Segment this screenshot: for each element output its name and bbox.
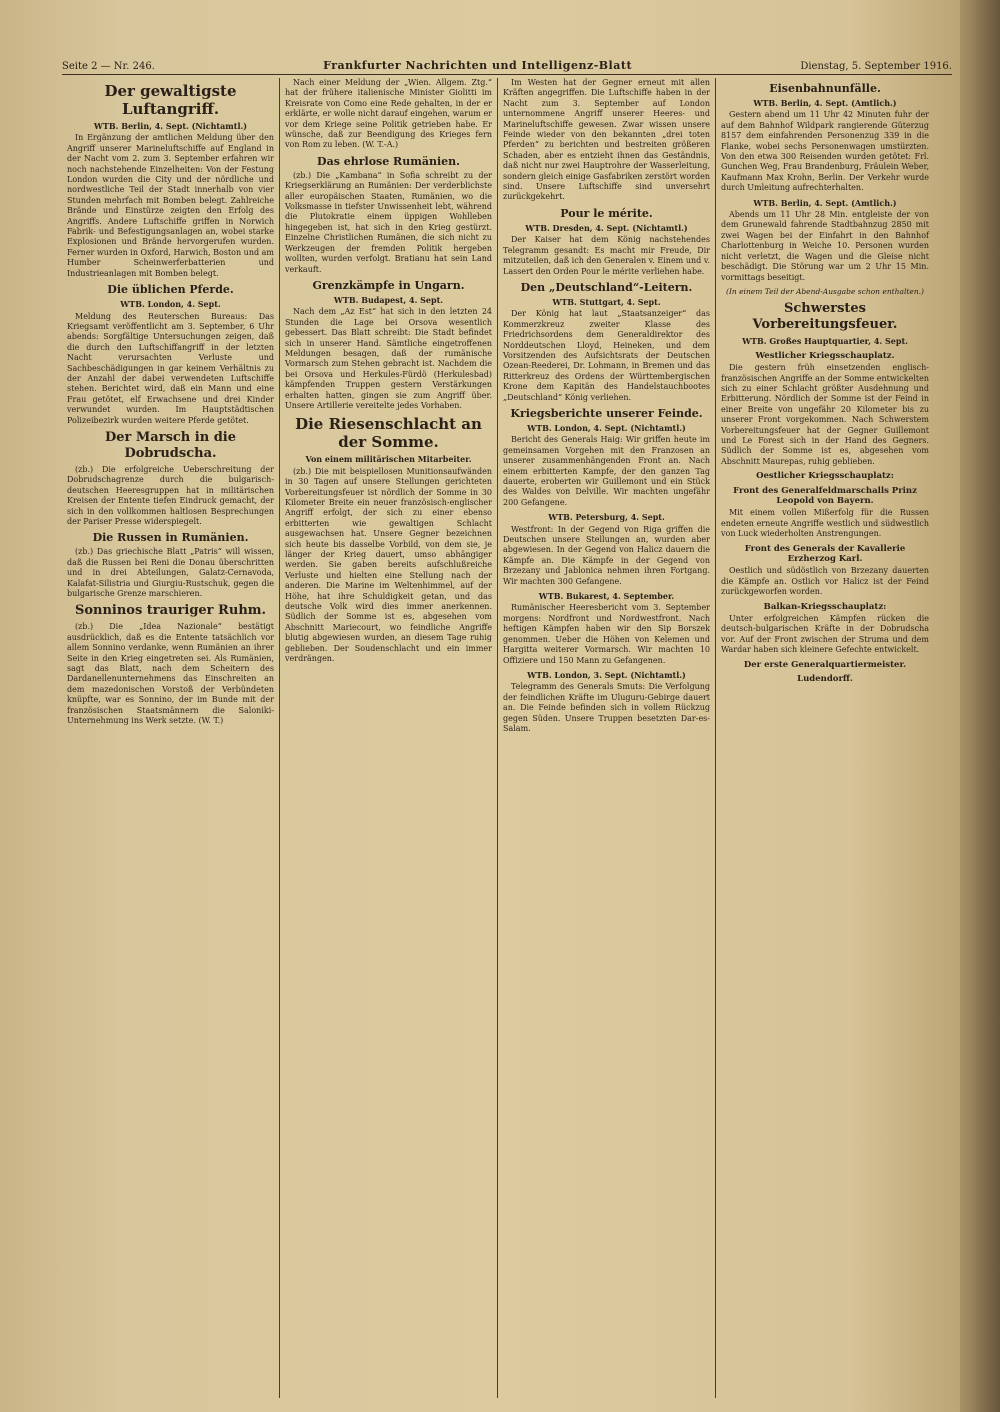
article-body: Der Kaiser hat dem König nachstehendes Telegramm gesandt: Es macht mir Freude, Dir mitzuteilen, daß ich den Generalen v. Einem und v. Lassert den Orden Pour le mérite verliehen habe.	[503, 235, 710, 276]
article-title: Pour le mérite.	[560, 206, 653, 220]
page-number: Seite 2 — Nr. 246.	[62, 61, 155, 72]
article-title: Die Riesenschlacht an der Somme.	[295, 415, 482, 452]
article-dateline: WTB. Budapest, 4. Sept.	[333, 294, 444, 305]
article-body: Rumänischer Heeresbericht vom 3. September morgens: Nordfront und Nordwestfront. Nach heftigen Kämpfen haben wir den Sip Borszek genommen. Ueber die Höhen von Kelemen und Hargitta weiterer Vormarsch. Wir machten 10 Offiziere und 150 Mann zu Gefangenen.	[503, 603, 710, 665]
article-body: Meldung des Reuterschen Bureaus: Das Kriegsamt veröffentlicht am 3. September, 6 Uhr abends: Sorgfältige Untersuchungen zeigen, daß die durch den Luftschiffangriff in der letzten Nacht verursachten Verluste und Sachbeschädigungen in gar keinem Verhältnis zu der Anzahl der dabei verwendeten Luftschiffe stehen. Berichtet wird, daß ein Mann und eine Frau getötet, elf Erwachsene und drei Kinder verwundet wurden. Im Hauptstädtischen Polizeibezirk wurden weitere Pferde getötet.	[67, 311, 274, 425]
article-body: (zb.) Die erfolgreiche Ueberschreitung der Dobrudschagrenze durch die bulgarisch-deutschen Heeresgruppen hat in militärischen Kreisen der Entente tiefen Eindruck gemacht, der sich in den vollkommen haltlosen Besprechungen der Pariser Presse widerspiegelt.	[67, 464, 274, 526]
section-subheading: Front des Generalfeldmarschalls Prinz Leopold von Bayern.	[733, 485, 917, 506]
article-title: Die üblichen Pferde.	[107, 283, 234, 297]
masthead	[62, 50, 952, 75]
article-body: Unter erfolgreichen Kämpfen rücken die deutsch-bulgarischen Kräfte in der Dobrudscha vor. Auf der Front zwischen der Struma und dem Wardar haben sich kleinere Gefechte entwickelt.	[721, 614, 929, 655]
article-dateline: WTB. Berlin, 4. Sept. (Amtlich.)	[753, 197, 897, 208]
article-body: Mit einem vollen Mißerfolg für die Russen endeten erneute Angriffe westlich und südwestlich von Luck wiederholten Anstrengungen.	[721, 508, 929, 539]
signature-name: Ludendorff.	[797, 674, 853, 685]
page-edge-shadow	[960, 0, 1000, 1412]
article-dateline: WTB. London, 4. Sept. (Nichtamtl.)	[527, 422, 686, 433]
column-3	[498, 78, 716, 1398]
article-body: (zb.) Das griechische Blatt „Patris“ will wissen, daß die Russen bei Reni die Donau überschritten und in drei Abteilungen, Galatz-Cernavoda, Kalafat-Silistria und Giurgiu-Rustschuk, gegen die bulgarische Grenze marschieren.	[67, 547, 274, 599]
article-title: Schwerstes Vorbereitungsfeuer.	[752, 301, 898, 333]
article-dateline: Von einem militärischen Mitarbeiter.	[305, 454, 472, 465]
article-dateline: WTB. Petersburg, 4. Sept.	[548, 512, 665, 523]
article-body: (zb.) Die mit beispiellosen Munitionsaufwänden in 30 Tagen auf unsere Stellungen gerichteten Vorbereitungsfeuer ist nördlich der Somme in 30 Kilometer Breite ein neuer französisch-englischer Angriff erfolgt, der sich zu einer ebenso erbitterten wie gewaltigen Schlacht ausgewachsen hat. Unsere Gegner bezeichnen sich heute bis dasselbe Vorbild, von dem sie, je länger der Krieg dauert, umso abhängiger werden. Sie gaben bereits aufschlußreiche Verluste und hielten eine Stellung nach der anderen. Die Marine im Weltenhimmel, auf der Höhe, hat ihre Schuldigkeit getan, und das deutsche Volk wird dies immer anerkennen. Südlich der Somme ist es, abgesehen vom Abschnitt Mariecourt, wo feindliche Angriffe blutig abgewiesen wurden, an diesem Tage ruhig geblieben. Der Soudenschlacht und ein immer verdrängen.	[285, 466, 492, 664]
section-subheading: Oestlicher Kriegsschauplatz:	[756, 471, 894, 482]
article-dateline: WTB. Großes Hauptquartier, 4. Sept.	[742, 336, 908, 347]
article-dateline: WTB. Bukarest, 4. September.	[538, 591, 675, 602]
article-title: Die Russen in Rumänien.	[92, 531, 249, 545]
article-body: Westfront: In der Gegend von Riga griffen die Deutschen unsere Stellungen an, wurden aber abgewiesen. In der Gegend von Halicz dauern die Kämpfe an. Die Kämpfe in der Gegend von Brzezany und Jablonica nehmen ihren Fortgang. Wir machten 300 Gefangene.	[503, 524, 710, 586]
article-body: Bericht des Generals Haig: Wir griffen heute im gemeinsamen Vorgehen mit den Franzosen an unserer zusammenhängenden Front an. Nach einem erbitterten Kampfe, der den ganzen Tag dauerte, eroberten wir Guillemont und ein Stück des Waldes von Delville. Wir machten ungefähr 200 Gefangene.	[503, 435, 710, 507]
columns	[62, 78, 952, 1398]
article-body: Oestlich und südöstlich von Brzezany dauerten die Kämpfe an. Ostlich vor Halicz ist der Feind zurückgeworfen worden.	[721, 566, 929, 597]
article-dateline: WTB. Stuttgart, 4. Sept.	[552, 296, 661, 307]
section-subheading: Balkan-Kriegsschauplatz:	[763, 601, 887, 612]
article-body: (zb.) Die „Idea Nazionale“ bestätigt ausdrücklich, daß es die Entente tatsächlich vor allem Sonnino verdanke, wenn Rumänien an ihrer Seite in den Krieg eingetreten sei. Als Rumänien, sagt das Blatt, nach dem Scheitern des Dardanellenunternehmens das Einschreiten an dem mazedonischen Vorstoß der Verbündeten knüpfte, war es Sonnino, der im Bunde mit der französischen Staatsmännern die Saloniki-Unternehmung ins Werk setzte. (W. T.)	[67, 622, 274, 726]
article-title: Grenzkämpfe in Ungarn.	[312, 278, 465, 292]
article-body: Abends um 11 Uhr 28 Min. entgleiste der von dem Grunewald fahrende Stadtbahnzug 2850 mit zwei Wagen bei der Einfahrt in den Bahnhof Charlottenburg in Weiche 10. Personen wurden nicht verletzt, die Wagen und die Gleise nicht beschädigt. Die Störung war um 2 Uhr 15 Min. vormittags beseitigt.	[721, 210, 929, 282]
article-title: Kriegsberichte unserer Feinde.	[510, 406, 703, 420]
issue-date: Dienstag, 5. September 1916.	[800, 61, 952, 72]
article-dateline: WTB. Dresden, 4. Sept. (Nichtamtl.)	[525, 222, 688, 233]
column-4	[716, 78, 934, 1398]
column-2	[280, 78, 498, 1398]
article-body: In Ergänzung der amtlichen Meldung über den Angriff unserer Marineluftschiffe auf England in der Nacht vom 2. zum 3. September erfahren wir noch nachstehende Einzelheiten: Von der Festung London wurden die City und der nördliche und nordwestliche Teil der Stadt innerhalb von vier Stunden mehrfach mit Bomben belegt. Zahlreiche Brände und Einstürze zeigten den Erfolg des Angriffs. Andere Luftschiffe griffen in Norwich Fabrik- und Befestigungsanlagen an, wobei starke Explosionen und Brände hervorgerufen wurden. Ferner wurden in Oxford, Harwich, Boston und am Humber Scheinwerferbatterien und Industrieanlagen mit Bomben belegt.	[67, 133, 274, 278]
article-body: Nach einer Meldung der „Wien. Allgem. Ztg.“ hat der frühere italienische Minister Giolitti im Kreisrate von Como eine Rede gehalten, in der er erklärte, er wolle nicht darauf eingehen, warum er vor dem Kriege seine Politik getrieben habe. Er wünsche, daß zur Beendigung des Krieges fern von Rom zu leben. (W. T.-A.)	[285, 78, 492, 150]
article-body: Nach dem „Az Est“ hat sich in den letzten 24 Stunden die Lage bei Orsova wesentlich gebessert. Das Blatt schreibt: Die Stadt befindet sich in unserer Hand. Sämtliche eingetroffenen Meldungen besagen, daß der rumänische Vormarsch zum Stehen gebracht ist. Nachdem die bei Orsova und Herkules-Fürdö (Herkulesbad) kämpfenden Truppen gestern Verstärkungen erhalten hatten, gingen sie zum Angriff über. Unsere Artillerie vereitelte jedes Vorhaben.	[285, 307, 492, 410]
article-body: Im Westen hat der Gegner erneut mit allen Kräften angegriffen. Die Luftschiffe haben in der Nacht zum 3. September auf London unternommene Angriff unserer Heeres- und Marineluftschiffe gewesen. Zwar wissen unsere Feinde wieder von den bekannten „drei toten Pferden“ zu berichten und bestreiten größeren Schaden, aber es entzieht ihnen das Geständnis, daß nicht nur zwei Hauptrohre der Wasserleitung, sondern gleich einige Gasfabriken zerstört worden sind. Unsere Luftschiffe sind unversehrt zurückgekehrt.	[503, 78, 710, 202]
article-body: (zb.) Die „Kambana“ in Sofia schreibt zu der Kriegserklärung an Rumänien: Der verderblichste aller europäischen Staaten, Rumänien, wo die Volksmasse in tiefster Unwissenheit lebt, während die Plutokratie einem üppigen Wohlleben hingegeben ist, hat sich in den Krieg gestürzt. Einzelne Christlichen Rumänen, die sich nicht zu Werkzeugen der fremden Politik hergeben wollten, wurden verfolgt. Bratianu hat sein Land verkauft.	[285, 170, 492, 274]
article-dateline: WTB. London, 4. Sept.	[120, 299, 221, 310]
article-title: Das ehrlose Rumänien.	[317, 154, 460, 168]
section-subheading: Westlicher Kriegsschauplatz.	[755, 350, 895, 361]
article-dateline: WTB. Berlin, 4. Sept. (Amtlich.)	[753, 98, 897, 108]
article-dateline: WTB. Berlin, 4. Sept. (Nichtamtl.)	[93, 121, 248, 131]
edition-note: (In einem Teil der Abend-Ausgabe schon enthalten.)	[726, 286, 924, 296]
article-title: Der gewaltigste Luftangriff.	[104, 82, 237, 118]
article-body: Die gestern früh einsetzenden englisch-französischen Angriffe an der Somme entwickelten sich zu einer Schlacht größter Ausdehnung und Erbitterung. Nördlich der Somme ist der Feind in einer Breite von ungefähr 20 Kilometer bis zu unserer Front vorgekommen. Nach Schwerstem Vorbereitungsfeuer hat der Gegner Guillemont und Le Forest sich in der Hand des Gegners. Südlich der Somme ist es, abgesehen vom Abschnitt Maurepas, ruhig geblieben.	[721, 363, 929, 466]
section-subheading: Front des Generals der Kavallerie Erzherzog Karl.	[744, 543, 906, 565]
article-body: Gestern abend um 11 Uhr 42 Minuten fuhr der auf dem Bahnhof Wildpark rangierende Güterzug 8157 dem einfahrenden Personenzug 339 in die Flanke, wobei sechs Personenwagen umstürzten. Von den etwa 300 Reisenden wurden getötet: Frl. Gunchen Weg, Frau Brandenburg, Fräulein Weber, Kaufmann Max Krohn, Berlin. Der Verkehr wurde durch Umleitung aufrechterhalten.	[721, 110, 929, 193]
article-title: Eisenbahnunfälle.	[769, 82, 881, 95]
article-dateline: WTB. London, 3. Sept. (Nichtamtl.)	[527, 669, 686, 680]
column-1	[62, 78, 280, 1398]
newspaper-title: Frankfurter Nachrichten und Intelligenz-Blatt	[323, 59, 633, 72]
article-title: Sonninos trauriger Ruhm.	[74, 603, 267, 619]
signature-title: Der erste Generalquartiermeister.	[743, 659, 907, 670]
article-title: Der Marsch in die Dobrudscha.	[104, 429, 236, 461]
article-body: Telegramm des Generals Smuts: Die Verfolgung der feindlichen Kräfte im Uluguru-Gebirge dauert an. Die Feinde befinden sich in vollem Rückzug gegen Süden. Unsere Truppen besetzten Dar-es-Salam.	[503, 682, 710, 733]
article-title: Den „Deutschland“-Leitern.	[520, 280, 693, 294]
article-body: Der König hat laut „Staatsanzeiger“ das Kommerzkreuz zweiter Klasse des Friedrichsordens dem Generaldirektor des Norddeutschen Lloyd, Heineken, und dem Vorsitzenden des Aufsichtsrats der Deutschen Ozean-Reederei, Dr. Lohmann, in Bremen und das Ritterkreuz des Ordens der Württembergischen Krone dem Kapitän des Handelstauchbootes „Deutschland“ König verliehen.	[503, 309, 710, 402]
